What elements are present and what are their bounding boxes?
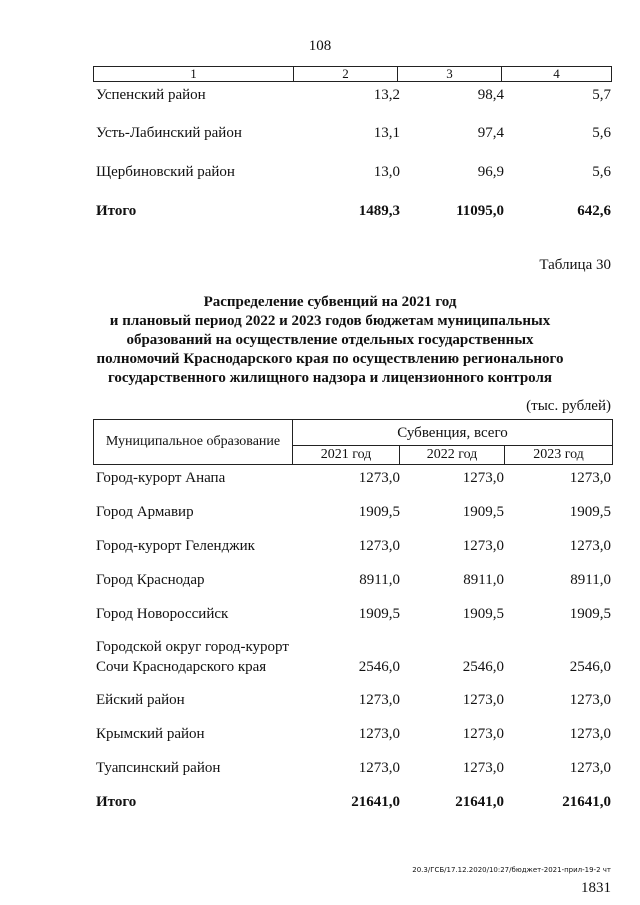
row-name: Город-курорт Геленджик [96,538,255,554]
row-name: Итого [96,203,137,219]
page-number: 108 [308,38,332,54]
row-name: Город Новороссийск [96,606,229,622]
row-value-2023: 1909,5 [569,606,611,622]
top-header-col-2: 2 [294,67,398,81]
row-name: Щербиновский район [96,164,235,180]
row-name: Городской округ город-курорт [96,639,289,655]
row-value-2021: 1273,0 [358,538,400,554]
row-value-2023: 1909,5 [569,504,611,520]
row-value-2022: 1273,0 [462,470,504,486]
top-header-col-1: 1 [94,67,294,81]
title-line: и плановый период 2022 и 2023 годов бюджетам муниципальных [109,313,551,329]
row-value: 11095,0 [456,203,504,219]
table-row [0,125,640,143]
row-name: Город Краснодар [96,572,205,588]
row-value-2022: 1273,0 [462,726,504,742]
row-value-2021: 1909,5 [358,504,400,520]
row-value: 96,9 [477,164,504,180]
row-value-2021: 1273,0 [358,692,400,708]
row-value-2021: 1273,0 [358,760,400,776]
table-number: Таблица 30 [539,257,611,273]
row-value: 642,6 [577,203,611,219]
row-value-2023: 1273,0 [569,692,611,708]
row-name: Ейский район [96,692,185,708]
table-total-row [0,203,640,221]
row-value-2021: 8911,0 [359,572,400,588]
row-value: 13,0 [373,164,400,180]
row-value-2022: 1273,0 [462,538,504,554]
year-header-2023: 2023 год [533,447,584,462]
row-value: 5,7 [592,87,611,103]
municipality-column-header: Муниципальное образование [94,420,293,464]
row-value: 13,1 [373,125,400,141]
row-value-2022: 1273,0 [462,692,504,708]
row-value: 97,4 [477,125,504,141]
row-value-2021: 1273,0 [358,470,400,486]
row-name-continued: Сочи Краснодарского края [96,659,267,675]
main-table-header [93,419,613,465]
row-name: Усть-Лабинский район [96,125,242,141]
table-row [0,87,640,105]
row-name: Успенский район [96,87,206,103]
row-name: Город Армавир [96,504,194,520]
footer-document-code: 20.3/ГСБ/17.12.2020/10:27/бюджет-2021-прил-19-2 чт [412,866,611,874]
row-value-2021: 2546,0 [358,659,400,675]
row-value-2022: 1909,5 [462,606,504,622]
title-line: Распределение субвенций на 2021 год [203,294,457,310]
year-header-2021: 2021 год [293,446,400,464]
row-value-2021: 21641,0 [351,794,400,810]
row-value-2022: 1909,5 [462,504,504,520]
row-value-2023: 8911,0 [570,572,611,588]
row-value-2023: 21641,0 [562,794,611,810]
row-value: 1489,3 [358,203,400,219]
row-value-2022: 1273,0 [462,760,504,776]
row-value-2022: 2546,0 [462,659,504,675]
row-value-2023: 1273,0 [569,470,611,486]
row-value-2023: 1273,0 [569,760,611,776]
row-value-2023: 1273,0 [569,726,611,742]
top-header-col-3: 3 [398,67,502,81]
row-value-2023: 1273,0 [569,538,611,554]
table-row [0,164,640,182]
top-header-col-4: 4 [553,66,560,81]
title-line: образований на осуществление отдельных государственных [126,332,534,348]
units-label: (тыс. рублей) [526,398,611,414]
row-value: 5,6 [592,125,611,141]
top-table-header [93,66,612,82]
table-title [60,293,600,388]
year-header-2022: 2022 год [400,446,505,464]
row-name: Крымский район [96,726,205,742]
row-value-2022: 8911,0 [463,572,504,588]
row-name: Итого [96,794,137,810]
title-line: государственного жилищного надзора и лицензионного контроля [107,370,552,386]
table-row [0,637,640,677]
subvention-column-header: Субвенция, всего [293,420,612,446]
row-value-2022: 21641,0 [455,794,504,810]
row-value-2021: 1273,0 [358,726,400,742]
row-name: Город-курорт Анапа [96,470,226,486]
row-value-2021: 1909,5 [358,606,400,622]
row-name: Туапсинский район [96,760,221,776]
row-value: 5,6 [592,164,611,180]
footer-page-number: 1831 [581,880,611,896]
title-line: полномочий Краснодарского края по осуществлению регионального [96,351,564,367]
row-value: 13,2 [373,87,400,103]
row-value: 98,4 [477,87,504,103]
row-value-2023: 2546,0 [569,659,611,675]
